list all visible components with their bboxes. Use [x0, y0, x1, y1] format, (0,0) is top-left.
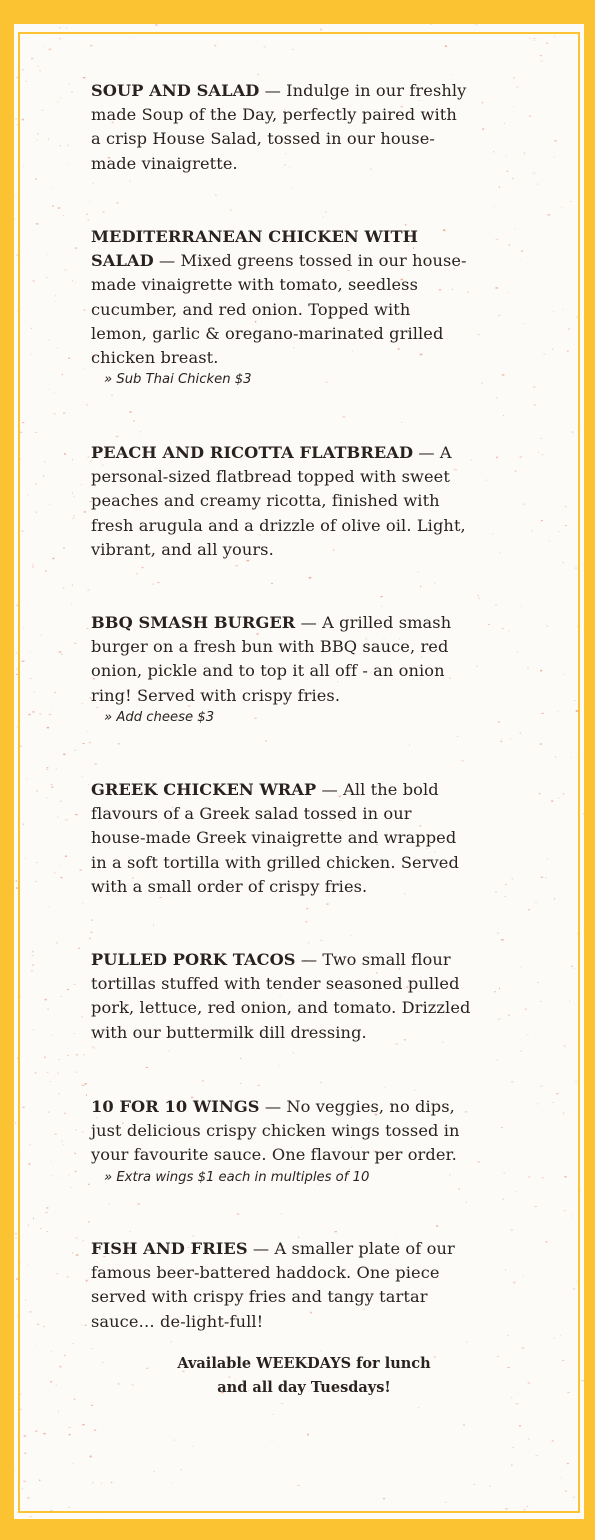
speckle-mark: [583, 813, 584, 814]
speckle-mark: [321, 29, 322, 31]
speckle-mark: [66, 27, 67, 28]
item-name: MEDITERRANEAN CHICKEN WITH SALAD: [91, 227, 419, 271]
speckle-mark: [16, 652, 17, 654]
item-description: A grilled smash burger on a fresh bun with BBQ sauce, red onion, pickle and to top it all off - an onion ring! Served with crispy fries.: [91, 613, 452, 705]
item-description: Mixed greens tossed in our house-made vinaigrette with tomato, seedless cucumber, and red onion. Topped with lemon, garlic & oregano-marinated grilled chicken breast.: [91, 251, 467, 368]
menu-item-pulled-pork-tacos: PULLED PORK TACOS — Two small flour tortillas stuffed with tender seasoned pulled pork, lettuce, red onion, and tomato. Drizzled with our buttermilk dill dressing.: [91, 950, 471, 1042]
speckle-mark: [430, 24, 432, 25]
item-description: A smaller plate of our famous beer-battered haddock. One piece served with crispy fries and tangy tartar sauce… de-light-full!: [91, 1239, 455, 1331]
item-addon: » Sub Thai Chicken $3: [104, 372, 252, 388]
speckle-mark: [475, 24, 477, 25]
menu-item-soup-and-salad: SOUP AND SALAD — Indulge in our freshly made Soup of the Day, perfectly paired with a crisp House Salad, tossed in our house-made vinaigrette.: [91, 81, 467, 173]
speckle-mark: [156, 24, 158, 25]
item-name: PEACH AND RICOTTA FLATBREAD: [91, 443, 414, 462]
item-addon: » Extra wings $1 each in multiples of 10: [104, 1169, 370, 1185]
speckle-mark: [16, 880, 17, 882]
item-description: A personal-sized flatbread topped with sweet peaches and creamy ricotta, finished with fresh arugula and a drizzle of olive oil. Light, vibrant, and all yours.: [91, 443, 466, 559]
menu-item-greek-chicken-wrap: GREEK CHICKEN WRAP — All the bold flavours of a Greek salad tossed in our house-made Greek vinaigrette and wrapped in a soft tortilla with grilled chicken. Served with a small order of crispy fries.: [91, 780, 459, 896]
item-description: No veggies, no dips, just delicious crispy chicken wings tossed in your favourite sauce. One flavour per order.: [91, 1097, 460, 1165]
menu-item-mediterranean-chicken: MEDITERRANEAN CHICKEN WITH SALAD — Mixed greens tossed in our house-made vinaigrette with tomato, seedless cucumber, and red onion. Topped with lemon, garlic & oregano-marinated grilled chicken breast. » Sub Thai Chicken $3: [91, 225, 471, 390]
item-name: FISH AND FRIES: [91, 1239, 248, 1258]
menu-item-bbq-smash-burger: BBQ SMASH BURGER — A grilled smash burger on a fresh bun with BBQ sauce, red onion, pickle and to top it all off - an onion ring! Served with crispy fries. » Add cheese $3: [91, 611, 471, 728]
item-addon: » Add cheese $3: [104, 709, 215, 725]
item-name: BBQ SMASH BURGER: [91, 613, 296, 632]
speckle-mark: [15, 1470, 16, 1471]
speckle-mark: [15, 118, 16, 119]
item-name: 10 FOR 10 WINGS: [91, 1097, 260, 1116]
item-name: SOUP AND SALAD: [91, 81, 260, 100]
speckle-mark: [15, 1122, 16, 1124]
speckle-mark: [15, 218, 16, 220]
speckle-mark: [16, 669, 17, 670]
speckle-mark: [30, 1516, 32, 1517]
availability-line-2: and all day Tuesdays!: [217, 1379, 391, 1396]
item-description: All the bold flavours of a Greek salad tossed in our house-made Greek vinaigrette and wrapped in a soft tortilla with grilled chicken. Served with a small order of crispy fries.: [91, 780, 459, 896]
item-name: GREEK CHICKEN WRAP: [91, 780, 317, 799]
availability-line-1: Available WEEKDAYS for lunch: [177, 1355, 431, 1372]
speckle-mark: [15, 1233, 17, 1234]
speckle-mark: [59, 27, 61, 28]
availability-note: [14, 1352, 584, 1400]
item-name: PULLED PORK TACOS: [91, 950, 296, 969]
item-description: Two small flour tortillas stuffed with tender seasoned pulled pork, lettuce, red onion, and tomato. Drizzled with our buttermilk dill dressing.: [91, 950, 471, 1042]
speckle-mark: [15, 1238, 17, 1239]
menu-item-peach-ricotta-flatbread: PEACH AND RICOTTA FLATBREAD — A personal-sized flatbread topped with sweet peaches and creamy ricotta, finished with fresh arugula and a drizzle of olive oil. Light, vibrant, and all yours.: [91, 443, 466, 559]
menu-item-fish-and-fries: FISH AND FRIES — A smaller plate of our famous beer-battered haddock. One piece served with crispy fries and tangy tartar sauce… de-light-full!: [91, 1239, 455, 1331]
speckle-mark: [16, 196, 17, 197]
menu-card: [14, 24, 584, 1519]
item-description: Indulge in our freshly made Soup of the Day, perfectly paired with a crisp House Salad, tossed in our house-made vinaigrette.: [91, 81, 467, 173]
menu-item-10-for-10-wings: 10 FOR 10 WINGS — No veggies, no dips, just delicious crispy chicken wings tossed in your favourite sauce. One flavour per order. » Extra wings $1 each in multiples of 10: [91, 1095, 471, 1188]
